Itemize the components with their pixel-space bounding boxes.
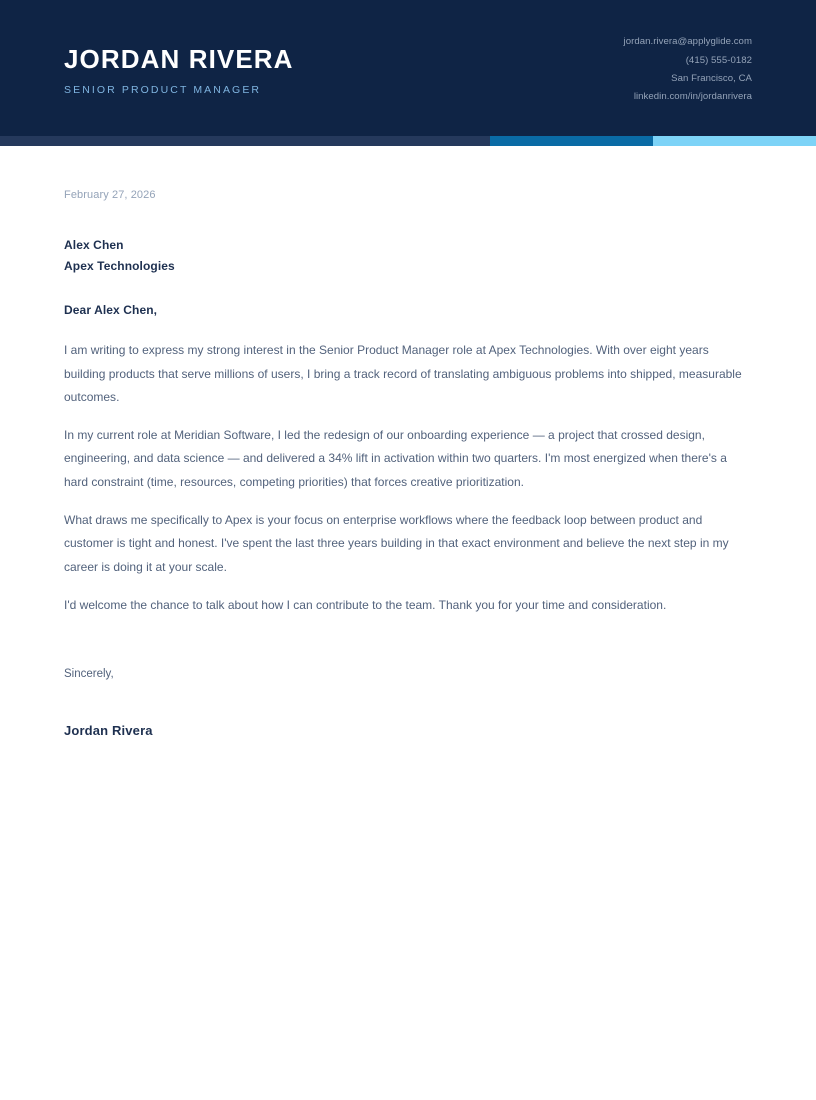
recipient-company: Apex Technologies bbox=[64, 259, 175, 274]
body-paragraph: What draws me specifically to Apex is your focus on enterprise workflows where the feedback loop between product and customer is tight and honest. I've spent the last three years building in that exact environment and believe the next step in my career is doing it at your scale. bbox=[64, 513, 729, 574]
contact-phone[interactable]: (415) 555-0182 bbox=[685, 54, 752, 66]
accent-light-blue-segment bbox=[653, 136, 816, 146]
body-paragraph: In my current role at Meridian Software, I led the redesign of our onboarding experience — a project that crossed design, engineering, and data science — and delivered a 34% lift in activation within two quarters. I'm most energized when there's a hard constraint (time, resources, competing priorities) that forces creative prioritization. bbox=[64, 428, 727, 489]
contact-email[interactable]: jordan.rivera@applyglide.com bbox=[623, 36, 752, 48]
body-paragraph: I am writing to express my strong interest in the Senior Product Manager role at Apex Technologies. With over eight years building products that serve millions of users, I bring a track record of translating ambiguous problems into shipped, measurable outcomes. bbox=[64, 343, 742, 404]
recipient-name: Alex Chen bbox=[64, 238, 124, 253]
letter-body bbox=[0, 146, 816, 741]
contact-block bbox=[624, 29, 752, 107]
letter-date: February 27, 2026 bbox=[64, 189, 156, 201]
body-copy bbox=[64, 339, 752, 617]
contact-location: San Francisco, CA bbox=[671, 73, 752, 84]
accent-rule bbox=[0, 136, 816, 146]
recipient-block bbox=[64, 235, 752, 277]
signature-name: Jordan Rivera bbox=[64, 723, 153, 739]
body-paragraph: I'd welcome the chance to talk about how I can contribute to the team. Thank you for your time and consideration. bbox=[64, 597, 667, 612]
identity-block bbox=[64, 39, 294, 96]
candidate-name: JORDAN RIVERA bbox=[64, 44, 294, 75]
salutation: Dear Alex Chen, bbox=[64, 303, 158, 318]
candidate-job-title: SENIOR PRODUCT MANAGER bbox=[64, 84, 262, 97]
signoff: Sincerely, bbox=[64, 668, 114, 681]
accent-navy-segment bbox=[0, 136, 490, 146]
contact-linkedin[interactable]: linkedin.com/in/jordanrivera bbox=[633, 91, 752, 103]
accent-blue-segment bbox=[490, 136, 653, 146]
letterhead bbox=[0, 0, 816, 136]
